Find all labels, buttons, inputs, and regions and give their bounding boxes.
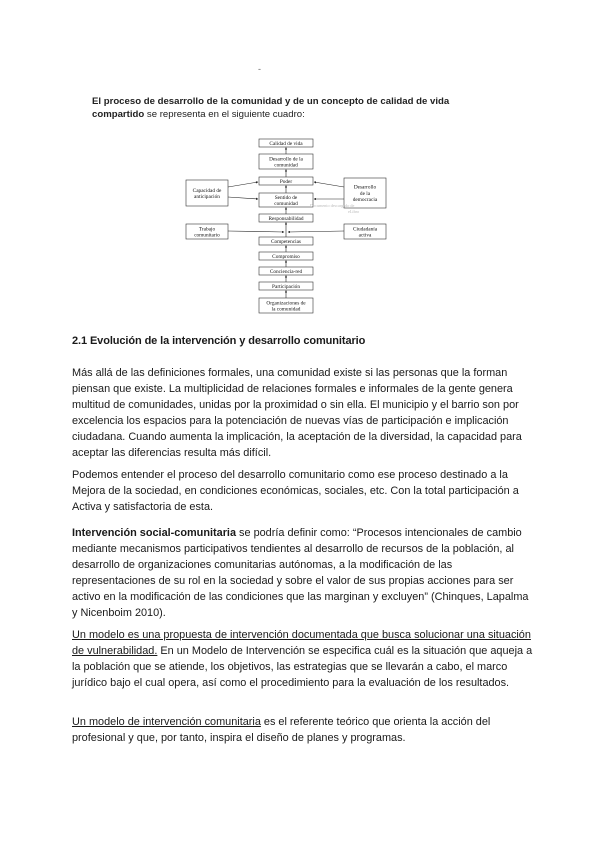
- paragraph-community-model: [72, 715, 534, 747]
- community-development-diagram: [180, 136, 410, 322]
- arrow-anticipacion-poder: [228, 182, 258, 187]
- center-box-8-label: Participación: [272, 283, 300, 290]
- side-box-democracia-label: de la: [359, 190, 371, 197]
- model-definition-underlined: Un modelo es una propuesta de intervención documentada que busca solucionar una situación de vulnerabilidad.: [72, 629, 531, 657]
- intro-bold: El proceso de desarrollo de la comunidad y de un concepto de calidad de vida compartido: [92, 96, 450, 120]
- center-box-5-label: Competencias: [270, 238, 302, 245]
- side-box-trabajo-label: Trabajo: [198, 226, 216, 233]
- model-definition-rest: En un Modelo de Intervención se especifica cuál es la situación que aqueja a la población que se atiende, los objetivos, las estrategias que se llevarán a cabo, el marco jurídico bajo el cual opera, así como el procedimiento para la evaluación de los resultados.: [72, 644, 533, 689]
- community-model-underlined: Un modelo de intervención comunitaria: [72, 716, 261, 728]
- arrow-anticipacion-sentido: [228, 197, 258, 199]
- side-box-anticipacion-label: anticipación: [194, 194, 220, 200]
- paragraph-development-process: Podemos entender el proceso del desarrollo comunitario como ese proceso destinado a la Mejora de la sociedad, en condiciones económicas, sociales, etc. Con la total participación a Activa y satisfactoria de esta.: [72, 469, 519, 513]
- page-mark: -: [258, 64, 261, 74]
- watermark-line-1: Documento descargado de: [310, 203, 355, 208]
- diagram-intro: [92, 95, 492, 121]
- paragraph-model-definition: [72, 628, 534, 692]
- intervention-definition: se podría definir como: “Procesos intencionales de cambio mediante mecanismos participativos tendientes al desarrollo de recursos de la población, al desarrollo de organizaciones comunitarias autónomas, a la modificación de las representaciones de su rol en la sociedad y sobre el valor de sus propias acciones para ser activo en la modificación de las condiciones que las marginan y excluyen” (Chinques, Lapalma y Nicenboim 2010).: [72, 527, 529, 619]
- center-box-0-label: Calidad de vida: [269, 140, 303, 147]
- watermark-line-2: eLibro: [348, 209, 360, 214]
- side-box-democracia-label: democracia: [352, 197, 378, 204]
- arrow-democracia-poder: [314, 182, 344, 187]
- side-box-ciudadania-label: Ciudadanía: [352, 226, 378, 233]
- center-box-9-label: Organizaciones de: [266, 300, 306, 307]
- side-box-ciudadania-label: activa: [358, 232, 372, 239]
- center-box-1-label: comunidad: [274, 162, 298, 169]
- arrow-trabajo-center: [228, 231, 284, 232]
- center-box-4-label: Responsabilidad: [268, 215, 304, 222]
- intro-rest: se representa en el siguiente cuadro:: [144, 109, 305, 120]
- side-box-anticipacion-label: Capacidad de: [192, 187, 222, 194]
- center-box-9-label: la comunidad: [271, 306, 301, 313]
- center-box-1-label: Desarrollo de la: [269, 156, 303, 163]
- center-box-2-label: Poder: [279, 178, 293, 185]
- side-box-democracia-label: Desarrollo: [353, 184, 377, 191]
- center-box-6-label: Compromiso: [272, 253, 300, 260]
- arrow-ciudadania-center: [288, 231, 344, 232]
- paragraph-community-definition: Más allá de las definiciones formales, una comunidad existe si las personas que la forman piensan que existe. La multiplicidad de relaciones formales e informales de la gente genera multitud de comunidades, unidas por la proximidad o sin ella. El municipio y el barrio son por excelencia los espacios para la potenciación de nuevas vías de participación e implicación ciudadana. Cuando aumenta la implicación, la aceptación de la diversidad, la capacidad para aceptar las diferencias resulta más difícil.: [72, 367, 522, 459]
- paragraph-intervention-definition: [72, 526, 534, 621]
- center-box-7-label: Conciencia-red: [269, 268, 303, 275]
- community-model-rest: es el referente teórico que orienta la acción del profesional y que, por tanto, inspira el diseño de planes y programas.: [72, 716, 491, 744]
- center-box-3-label: Sentido de: [274, 194, 298, 201]
- intervention-term: Intervención social-comunitaria: [72, 527, 237, 539]
- section-title: 2.1 Evolución de la intervención y desarrollo comunitario: [72, 335, 366, 347]
- side-box-trabajo-label: comunitario: [194, 232, 220, 239]
- center-box-3-label: comunidad: [274, 201, 298, 207]
